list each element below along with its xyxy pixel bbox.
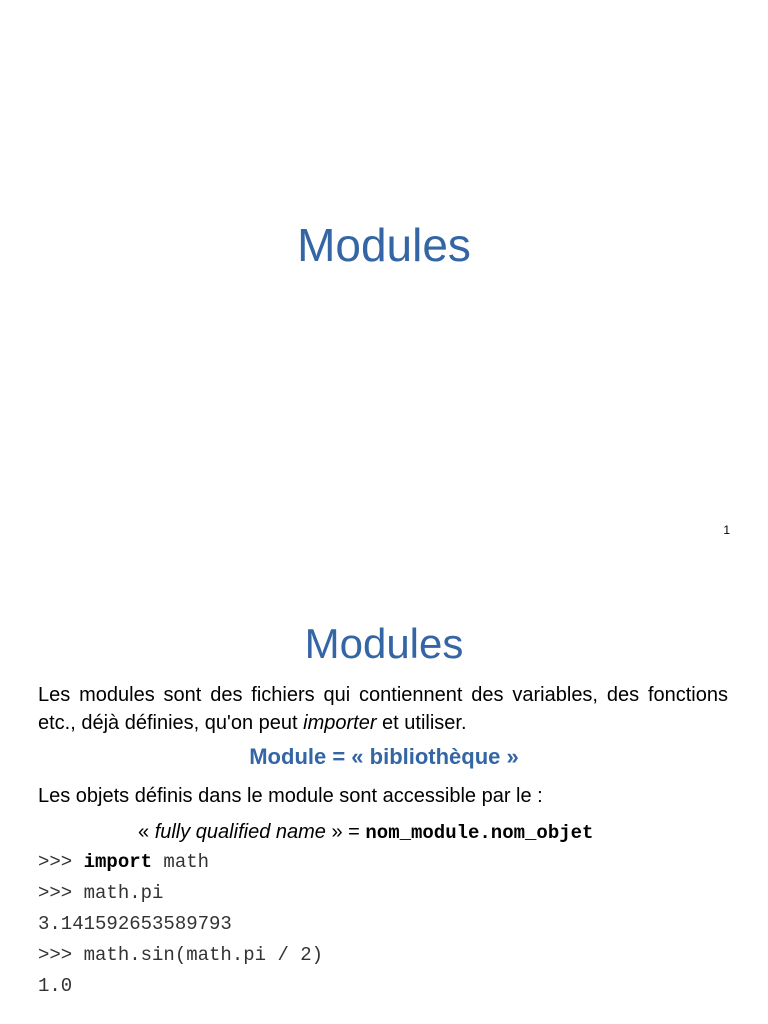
slide-1-title: Modules <box>297 219 471 271</box>
code-text: math.pi <box>83 882 164 904</box>
fqn-open-quote: « <box>138 821 155 843</box>
module-definition-heading: Module = « bibliothèque » <box>249 744 519 769</box>
code-output: 3.141592653589793 <box>38 913 232 935</box>
fully-qualified-name-line <box>138 818 593 847</box>
slide-2-title: Modules <box>304 620 464 667</box>
code-example <box>38 847 323 1002</box>
code-line <box>38 847 323 878</box>
code-prompt: >>> <box>38 851 84 873</box>
code-line <box>38 940 323 971</box>
code-prompt: >>> <box>38 944 84 966</box>
access-paragraph: Les objets définis dans le module sont accessible par le : <box>38 785 543 807</box>
code-line <box>38 971 323 1002</box>
fqn-label: fully qualified name <box>154 821 326 843</box>
fqn-close-equals: » = <box>325 821 366 843</box>
page-number: 1 <box>723 523 730 537</box>
code-keyword: import <box>83 851 153 873</box>
code-output: 1.0 <box>38 975 73 997</box>
code-prompt: >>> <box>38 882 84 904</box>
code-line <box>38 909 323 940</box>
code-text: math.sin(math.pi / 2) <box>83 944 324 966</box>
intro-paragraph <box>38 681 728 737</box>
intro-text-2: et utiliser. <box>376 712 467 734</box>
code-text: math <box>152 851 210 873</box>
code-line <box>38 878 323 909</box>
slide-2 <box>0 576 768 1024</box>
intro-text-1: Les modules sont des fichiers qui contiennent des variables, des fonctions etc., déjà définies, qu'on peut <box>38 684 728 734</box>
fqn-syntax: nom_module.nom_objet <box>365 822 594 844</box>
intro-emphasis: importer <box>303 712 377 734</box>
